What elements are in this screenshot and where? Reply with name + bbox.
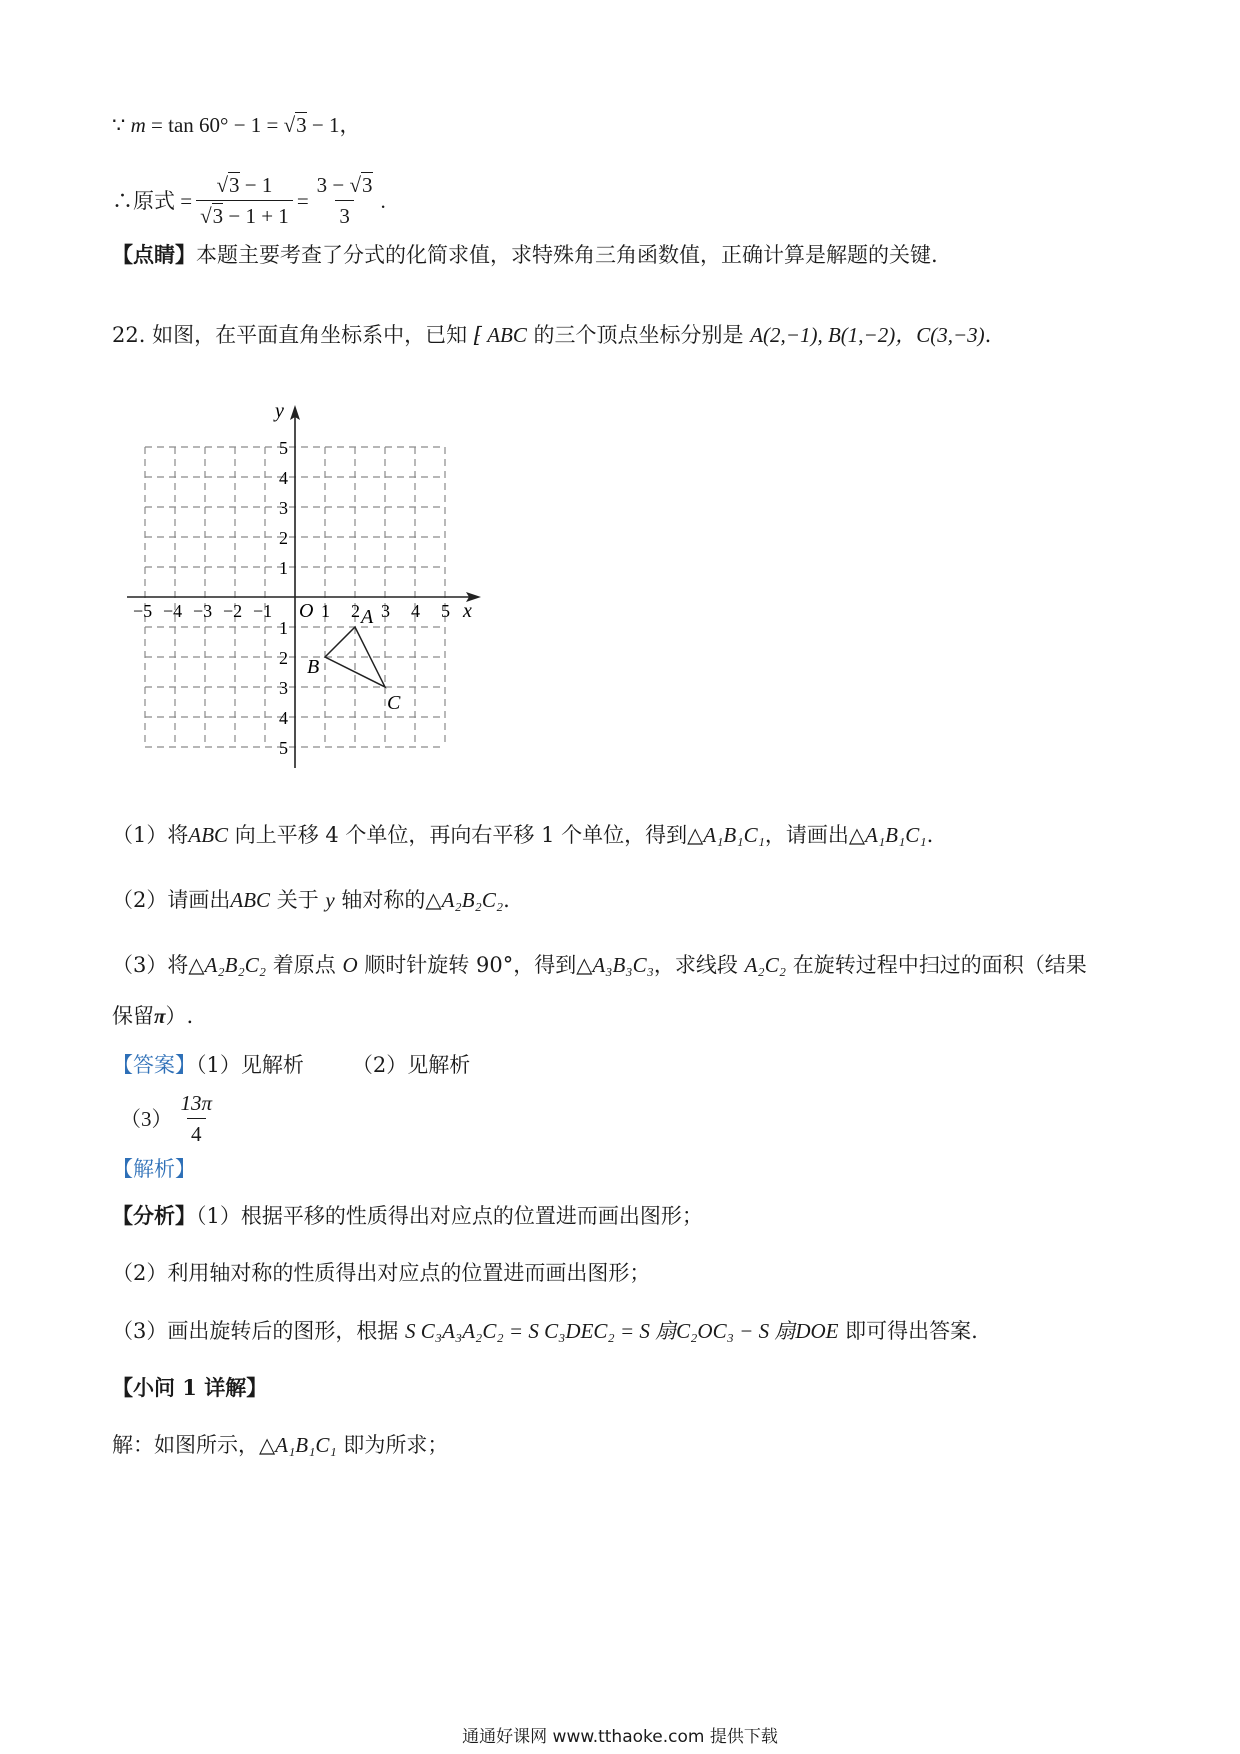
fenxi-3-formula: S C₃A₃A₂C₂ = S C₃DEC₂ = S 扇C₂OC₃ − S 扇DOE: [405, 1319, 839, 1343]
p3-i: 在旋转过程中扫过的面积（结果: [786, 953, 1087, 977]
x-tick-label: −5: [133, 601, 153, 621]
p3-g: ，求线段: [653, 953, 745, 977]
answer-3-den: 4: [187, 1118, 206, 1147]
q22-triangle: ⁅ ABC: [473, 323, 527, 347]
triangle-abc: [307, 606, 401, 714]
p3-c: 着原点: [266, 953, 343, 977]
x-tick-label: −4: [163, 601, 183, 621]
coordinate-grid-figure: [118, 405, 488, 775]
sqrt-radicand: 3: [296, 113, 307, 137]
p1-a: （1）将: [112, 823, 189, 847]
q22-coords: A(2,−1), B(1,−2)，C(3,−3): [750, 323, 985, 347]
p1-end: .: [926, 823, 934, 847]
footer-text: 通通好课网 www.tthaoke.com 提供下载: [462, 1727, 778, 1747]
part-2: [112, 887, 510, 913]
answer-line: [112, 1052, 470, 1078]
p3-triangle-a2b2c2: △A₂B₂C₂: [188, 953, 267, 977]
p2-e: 轴对称的: [334, 888, 426, 912]
axes: [127, 405, 481, 768]
fenxi-3-b: 即可得出答案.: [838, 1319, 978, 1343]
jie-c: 即为所求；: [336, 1433, 449, 1457]
var-m: m: [130, 113, 146, 137]
answer-3-fraction: [177, 1090, 217, 1148]
x-tick-label: −2: [223, 601, 243, 621]
den-tail: − 1 + 1: [223, 204, 289, 229]
tick-labels: [133, 405, 472, 758]
dianjing-paragraph: [112, 242, 938, 268]
expr-tail: − 1，: [306, 113, 361, 137]
fenxi-text: （1）根据平移的性质得出对应点的位置进而画出图形；: [196, 1204, 703, 1228]
x-tick-label: 5: [441, 601, 450, 621]
fraction-2-den: 3: [335, 200, 354, 229]
equals: =: [296, 188, 309, 213]
num-head: 3 −: [316, 173, 350, 197]
solution-line: [112, 1432, 448, 1458]
jie-a: 解：如图所示，: [112, 1433, 259, 1457]
vertex-label-c: C: [387, 692, 401, 714]
expr-tan: = tan 60° − 1 =: [145, 113, 284, 137]
p2-triangle-a2b2c2: △A₂B₂C₂: [425, 888, 504, 912]
fraction-1-den: √3 − 1 + 1: [196, 200, 293, 229]
fraction-2-num: 3 − √3: [316, 173, 373, 197]
q22-end: .: [984, 323, 992, 347]
sqrt-radicand: 3: [229, 173, 240, 197]
answer-2: （2）见解析: [351, 1053, 471, 1077]
vertex-label-a: A: [361, 606, 374, 628]
fenxi-3: [112, 1318, 978, 1344]
p3b-pi: π: [154, 1004, 166, 1028]
p3b-a: 保留: [112, 1004, 154, 1028]
fenxi-1: [112, 1203, 703, 1229]
p2-triangle: ABC: [230, 888, 271, 912]
y-tick-label: 5: [279, 738, 288, 758]
period: .: [380, 188, 386, 213]
fenxi-2: （2）利用轴对称的性质得出对应点的位置进而画出图形；: [112, 1261, 651, 1285]
y-tick-label: 2: [279, 648, 288, 668]
p1-c: 向上平移 4 个单位，再向右平移 1 个单位，得到: [228, 823, 688, 847]
answer-3: [120, 1090, 220, 1148]
q22-intro: 22. 如图，在平面直角坐标系中，已知: [112, 323, 468, 347]
part-3: [112, 952, 1087, 978]
y-tick-label: 4: [279, 468, 288, 488]
dianjing-label: 【点睛】: [112, 242, 196, 267]
y-tick-label: 2: [279, 528, 288, 548]
p3-e: 顺时针旋转 90°，得到: [357, 953, 577, 977]
p2-c: 关于: [270, 888, 326, 912]
answer-3-prefix: （3）: [120, 1106, 173, 1131]
x-tick-label: −1: [253, 601, 273, 621]
formula-m: [112, 112, 361, 138]
jie-triangle: △A₁B₁C₁: [259, 1433, 337, 1457]
p3-origin: O: [342, 953, 358, 977]
x-tick-label: 4: [411, 601, 420, 621]
jiexi-label: 【解析】: [112, 1157, 196, 1181]
y-tick-label: 3: [279, 678, 288, 698]
fraction-2: [313, 172, 377, 230]
p3-segment: A₂C₂: [744, 953, 787, 977]
p3-triangle-a3b3c3: △A₃B₃C₃: [576, 953, 654, 977]
p2-a: （2）请画出: [112, 888, 231, 912]
p2-y: y: [325, 888, 335, 912]
p3b-c: ）.: [165, 1004, 194, 1028]
formula-result: [112, 172, 386, 230]
p2-end: .: [503, 888, 510, 912]
sqrt-radicand: 3: [212, 204, 224, 229]
question-22: [112, 322, 991, 348]
x-tick-label: −3: [193, 601, 213, 621]
because-symbol: ∵: [112, 113, 126, 137]
sqrt-radicand: 3: [362, 173, 373, 197]
part-3-cont: [112, 1003, 193, 1029]
therefore-label: ∴原式 =: [112, 188, 193, 213]
y-tick-label: 5: [279, 438, 288, 458]
fraction-1: [196, 172, 293, 230]
origin-label: O: [299, 600, 314, 622]
x-tick-label: 1: [321, 601, 330, 621]
x-axis-label: x: [463, 600, 472, 622]
y-axis-label: y: [275, 405, 284, 422]
sqrt-3: √3: [283, 113, 307, 137]
vertex-label-b: B: [307, 656, 320, 678]
fraction-1-num: √3 − 1: [216, 173, 273, 197]
x-tick-label: 2: [351, 601, 360, 621]
dianjing-text: 本题主要考查了分式的化简求值，求特殊角三角函数值，正确计算是解题的关键.: [196, 243, 938, 267]
p1-triangle-a1b1c1: △A₁B₁C₁: [687, 823, 765, 847]
fenxi-label: 【分析】: [112, 1203, 196, 1228]
answer-1: （1）见解析: [196, 1053, 304, 1077]
p3-a: （3）将: [112, 953, 189, 977]
xiaowen-label: 【小问 1 详解】: [112, 1375, 268, 1400]
y-tick-label: 3: [279, 498, 288, 518]
answer-label: 【答案】: [112, 1053, 196, 1077]
p1-triangle: ABC: [188, 823, 229, 847]
p1-e: ，请画出: [764, 823, 849, 847]
q22-mid: 的三个顶点坐标分别是: [526, 323, 751, 347]
part-1: [112, 822, 933, 848]
num-tail: − 1: [239, 173, 273, 197]
answer-3-num: 13π: [180, 1091, 213, 1115]
y-tick-label: 1: [279, 618, 288, 638]
y-tick-label: 4: [279, 708, 288, 728]
x-tick-label: 3: [381, 601, 390, 621]
p1-triangle-a1b1c1-b: △A₁B₁C₁: [848, 823, 927, 847]
fenxi-3-a: （3）画出旋转后的图形，根据: [112, 1319, 406, 1343]
y-tick-label: 1: [279, 558, 288, 578]
